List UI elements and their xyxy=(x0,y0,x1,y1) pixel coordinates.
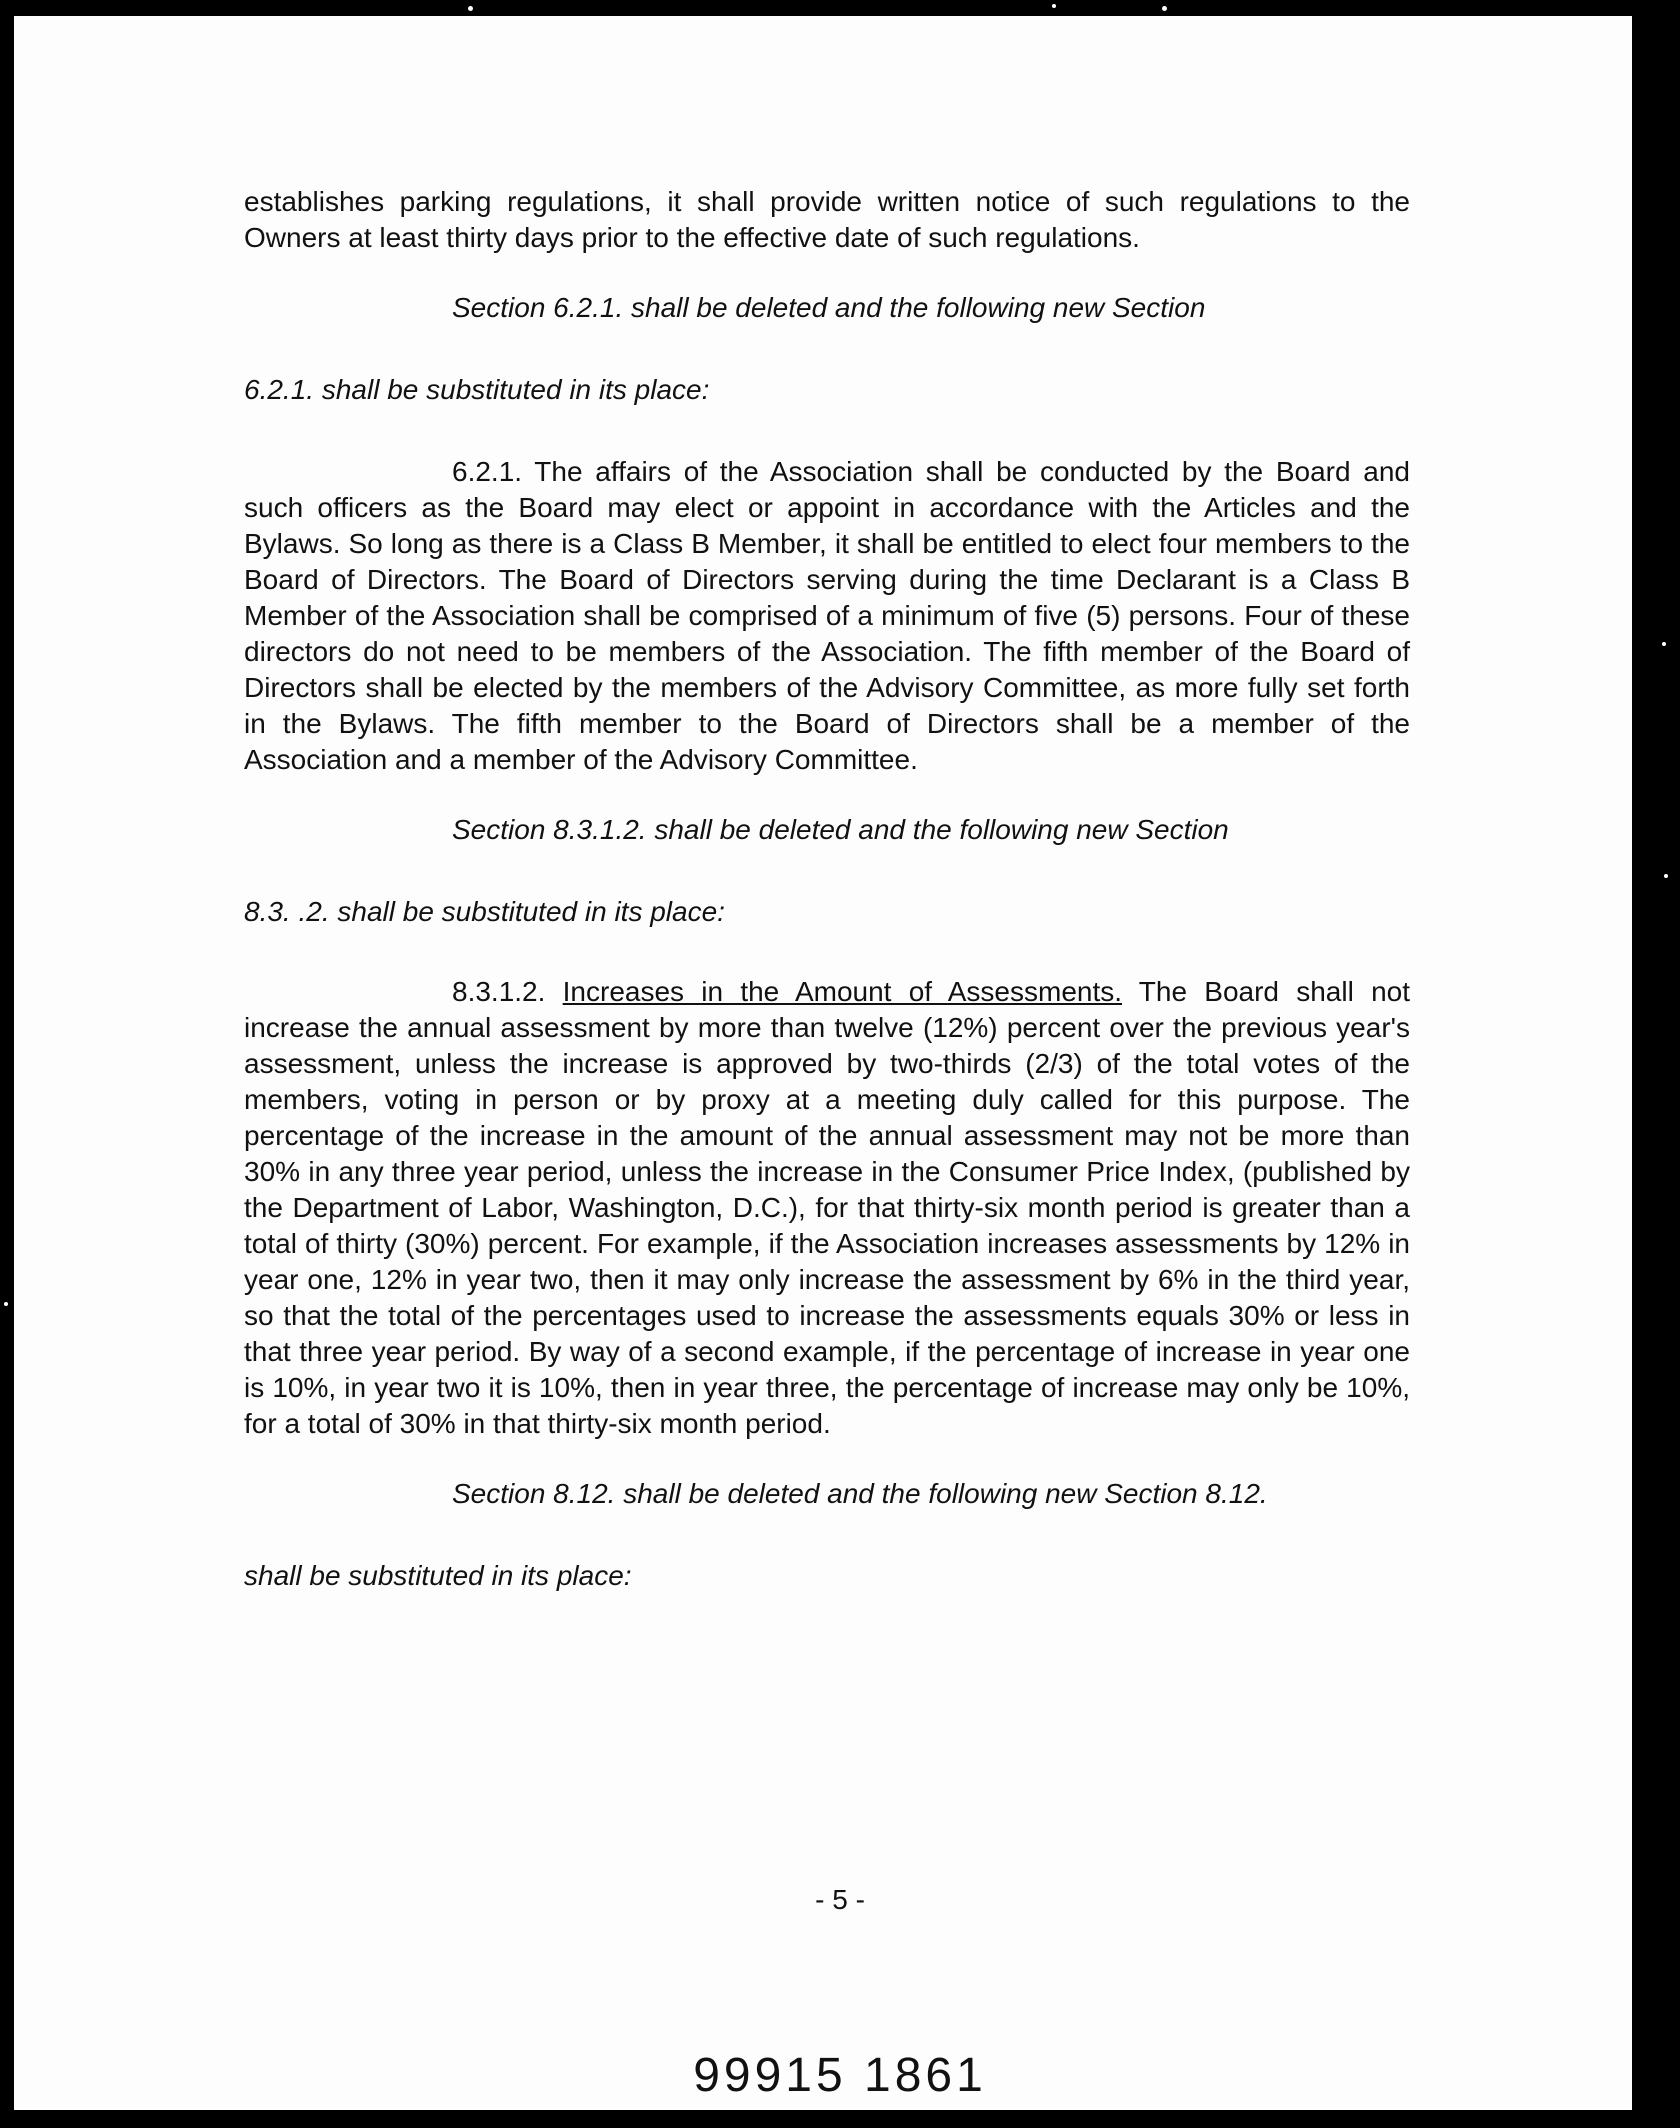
instruction-section-6-2-1-continued: 6.2.1. shall be substituted in its place: xyxy=(244,374,710,405)
section-heading: Increases in the Amount of Assessments. xyxy=(562,976,1123,1007)
page-number: - 5 - xyxy=(815,1884,865,1915)
instruction-section-8-12: Section 8.12. shall be deleted and the following new Section 8.12. xyxy=(452,1478,1268,1509)
section-number: 8.3.1.2. xyxy=(452,976,546,1007)
paragraph-parking-regulations: establishes parking regulations, it shall provide written notice of such regulations to the Owners at least thirty days prior to the effective date of such regulations. xyxy=(244,186,1410,253)
instruction-section-8-12-continued: shall be substituted in its place: xyxy=(244,1560,632,1591)
scan-speck xyxy=(1662,642,1666,646)
document-body xyxy=(244,184,1410,1594)
paragraph-section-6-2-1: 6.2.1. The affairs of the Association shall be conducted by the Board and such officers as the Board may elect or appoint in accordance with the Articles and the Bylaws. So long as there is a Class B Member, it shall be entitled to elect four members to the Board of Directors. The Board of Directors serving during the time Declarant is a Class B Member of the Association shall be comprised of a minimum of five (5) persons. Four of these directors do not need to be members of the Association. The fifth member of the Board of Directors shall be elected by the members of the Advisory Committee, as more fully set forth in the Bylaws. The fifth member to the Board of Directors shall be a member of the Association and a member of the Advisory Committee. xyxy=(244,456,1410,775)
scan-speck xyxy=(1162,6,1167,11)
paragraph-section-8-3-1-2 xyxy=(244,974,1410,1442)
instruction-section-8-3-1-2-continued: 8.3. .2. shall be substituted in its place: xyxy=(244,896,725,927)
scan-speck xyxy=(1052,4,1056,8)
scan-speck xyxy=(4,1302,8,1306)
document-number: 99915 1861 xyxy=(693,2049,987,2102)
section-text: The Board shall not increase the annual assessment by more than twelve (12%) percent over the previous year's assessment, unless the increase is approved by two-thirds (2/3) of the total votes of the members, voting in person or by proxy at a meeting duly called for this purpose. The percentage of the increase in the amount of the annual assessment may not be more than 30% in any three year period, unless the increase in the Consumer Price Index, (published by the Department of Labor, Washington, D.C.), for that thirty-six month period is greater than a total of thirty (30%) percent. For example, if the Association increases assessments by 12% in year one, 12% in year two, then it may only increase the assessment by 6% in the third year, so that the total of the percentages used to increase the assessments equals 30% or less in that three year period. By way of a second example, if the percentage of increase in year one is 10%, in year two it is 10%, then in year three, the percentage of increase may only be 10%, for a total of 30% in that thirty-six month period. xyxy=(244,976,1410,1439)
instruction-section-6-2-1: Section 6.2.1. shall be deleted and the following new Section xyxy=(452,292,1206,323)
scan-speck xyxy=(1664,874,1668,878)
scan-speck xyxy=(468,6,473,11)
instruction-section-8-3-1-2: Section 8.3.1.2. shall be deleted and the following new Section xyxy=(452,814,1229,845)
